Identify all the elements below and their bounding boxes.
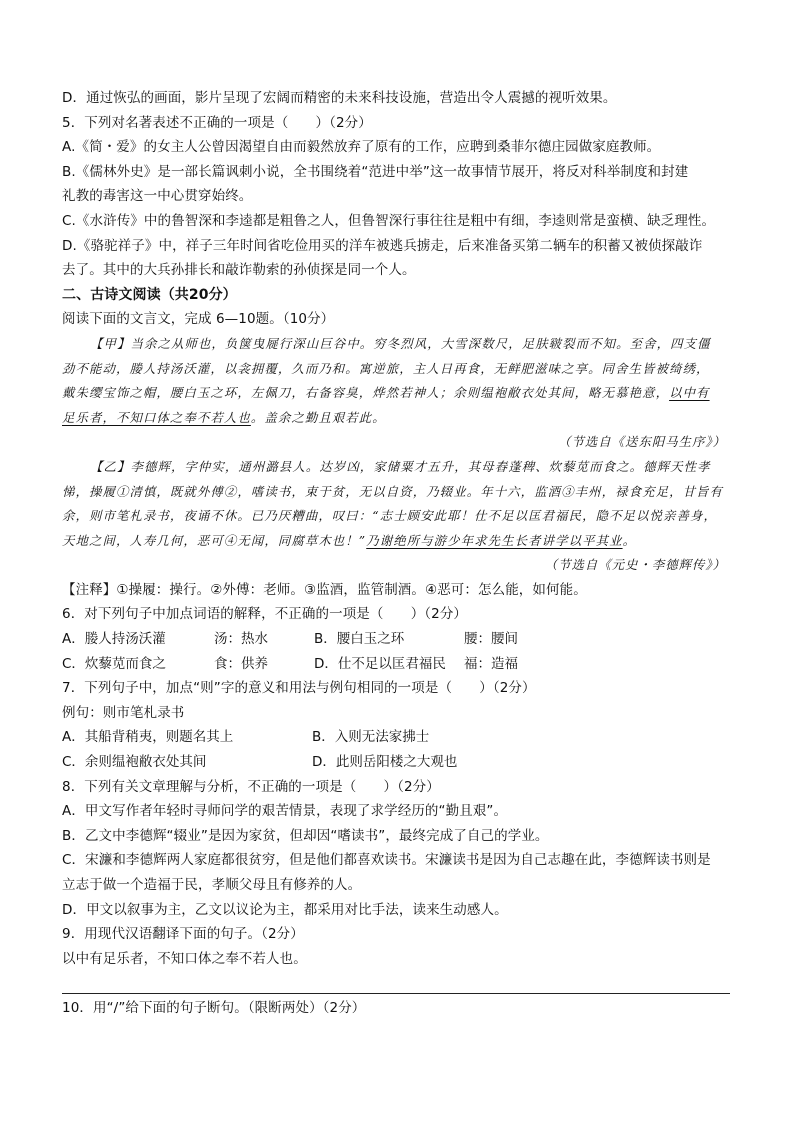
underlined-sentence: 乃谢绝所与游少年求先生长者讲学以平其业 xyxy=(366,532,623,548)
q6-stem: 6．对下列句子中加点词语的解释，不正确的一项是（ ）（2分） xyxy=(62,606,468,623)
passage-jia-line: 劲不能动，媵人持汤沃灌，以衾拥覆，久而乃和。寓逆旅，主人日再食，无鲜肥滋味之享。同舍生皆被绮绣， xyxy=(62,360,710,376)
q7-options-row xyxy=(62,750,732,775)
passage-jia-line xyxy=(62,381,732,406)
q8-option-c: C．宋濂和李德辉两人家庭都很贫穷，但是他们都喜欢读书。宋濂读书是因为自己志趣在此，李德辉读书则是 xyxy=(62,852,711,869)
q6-options-row xyxy=(62,627,732,652)
q6-option-b: B．腰白玉之环 xyxy=(314,631,405,648)
q7-option-c: C．余则缊袍敝衣处其间 xyxy=(62,754,207,771)
q8-stem: 8．下列有关文章理解与分析，不正确的一项是（ ）（2分） xyxy=(62,778,440,795)
q8-option-c-cont: 立志于做一个造福于民，孝顺父母且有修养的人。 xyxy=(62,877,362,893)
passage-jia-line: 【甲】当余之从师也，负箧曳屣行深山巨谷中。穷冬烈风，大雪深数尺，足肤皲裂而不知。至舍，四支僵 xyxy=(90,335,711,351)
q7-stem: 7．下列句子中，加点“则”字的意义和用法与例句相同的一项是（ ）（2分） xyxy=(62,680,536,697)
passage-jia-line xyxy=(62,406,732,431)
q7-options-row xyxy=(62,725,732,750)
q6-option-a-gloss: 汤：热水 xyxy=(214,631,268,648)
exam-page xyxy=(62,86,732,1021)
underlined-sentence: 以中有 xyxy=(669,385,710,401)
q5-option-d: D.《骆驼祥子》中，祥子三年时间省吃俭用买的洋车被逃兵掳走，后来准备买第二辆车的积蓄又被侦探敲诈 xyxy=(62,237,703,254)
q8-option-d: D．甲文以叙事为主，乙文以议论为主，都采用对比手法，读来生动感人。 xyxy=(62,901,508,918)
q9-sentence: 以中有足乐者，不知口体之奉不若人也。 xyxy=(62,950,307,967)
passage-yi-line: 余，则市笔札录书，夜诵不休。已乃厌糟曲，叹曰：“志士顾安此耶！仕不足以匡君福民，隐不足以悦亲善身， xyxy=(62,508,717,524)
q6-option-c: C．炊藜苋而食之 xyxy=(62,655,166,672)
q4-option-d: D．通过恢弘的画面，影片呈现了宏阔而精密的未来科技设施，营造出令人震撼的视听效果。 xyxy=(62,90,617,106)
answer-line[interactable] xyxy=(62,971,732,996)
q9-stem: 9．用现代汉语翻译下面的句子。（2分） xyxy=(62,926,304,943)
q6-option-d: D．仕不足以匡君福民 xyxy=(314,655,446,672)
passage-text: 天地之间，人寿几何，恶可④无闻，同腐草木也！” xyxy=(62,532,367,548)
q7-option-b: B．入则无法家拂士 xyxy=(312,729,430,746)
passage-text: 。 xyxy=(622,532,637,548)
q5-option-d-cont: 去了。其中的大兵孙排长和敲诈勒索的孙侦探是同一个人。 xyxy=(62,262,416,279)
q5-stem: 5．下列对名著表述不正确的一项是（ ）（2分） xyxy=(62,114,372,131)
passage-text: 。盖余之勤且艰若此。 xyxy=(250,409,386,425)
q7-option-a: A．其船背稍夷，则题名其上 xyxy=(62,729,234,746)
q5-option-a: A.《简・爱》的女主人公曾因渴望自由而毅然放弃了原有的工作，应聘到桑菲尔德庄园做家庭教师。 xyxy=(62,139,661,156)
underlined-sentence: 足乐者，不知口体之奉不若人也 xyxy=(62,409,251,425)
q6-option-a: A．媵人持汤沃灌 xyxy=(62,631,166,648)
q5-option-b: B.《儒林外史》是一部长篇讽刺小说，全书围绕着“范进中举”这一故事情节展开，将反对科举制度和封建 xyxy=(62,163,689,180)
q7-example: 例句：则市笔札录书 xyxy=(62,704,185,721)
q8-option-b: B．乙文中李德辉“辍业”是因为家贫，但却因“嗜读书”，最终完成了自己的学业。 xyxy=(62,827,549,844)
q8-option-a: A．甲文写作者年轻时寻师问学的艰苦情景，表现了求学经历的“勤且艰”。 xyxy=(62,803,508,820)
passage-yi-line xyxy=(62,529,732,554)
section-heading: 二、古诗文阅读（共20分） xyxy=(62,286,237,303)
q7-option-d: D．此则岳阳楼之大观也 xyxy=(312,754,458,771)
q5-option-b-cont: 礼教的毒害这一中心贯穿始终。 xyxy=(62,188,253,205)
q6-options-row xyxy=(62,652,732,677)
q6-option-b-gloss: 腰：腰间 xyxy=(464,631,518,648)
q5-option-c: C.《水浒传》中的鲁智深和李逵都是粗鲁之人，但鲁智深行事往往是粗中有细，李逵则常是蛮横、缺乏理性。 xyxy=(62,212,716,229)
passage-yi-line: 悌，操履①清慎，既就外傅②，嗜读书，束于贫，无以自资，乃辍业。年十六，监酒③丰州，禄食充足，甘旨有 xyxy=(62,483,724,499)
passage-text: 戴朱缨宝饰之帽，腰白玉之环，左佩刀，右备容臭，烨然若神人；余则缊袍敝衣处其间，略无慕艳意， xyxy=(62,385,670,401)
passage-jia-source: （节选自《送东阳马生序》） xyxy=(558,434,726,450)
q6-option-c-gloss: 食：供养 xyxy=(214,655,268,672)
q6-option-d-gloss: 福：造福 xyxy=(464,655,518,672)
notes: 【注释】①操履：操行。②外傅：老师。③监酒，监管制酒。④恶可：怎么能，如何能。 xyxy=(62,581,587,598)
passage-yi-line: 【乙】李德辉，字仲实，通州潞县人。达岁凶，家储粟才五升，其母舂蓬稗、炊藜苋而食之。德辉天性孝 xyxy=(90,458,711,474)
q10-stem: 10．用“/”给下面的句子断句。（限断两处）（2分） xyxy=(62,999,366,1016)
passage-yi-source: （节选自《元史・李德辉传》） xyxy=(544,557,726,573)
section-intro: 阅读下面的文言文，完成 6—10题。（10分） xyxy=(62,311,335,328)
